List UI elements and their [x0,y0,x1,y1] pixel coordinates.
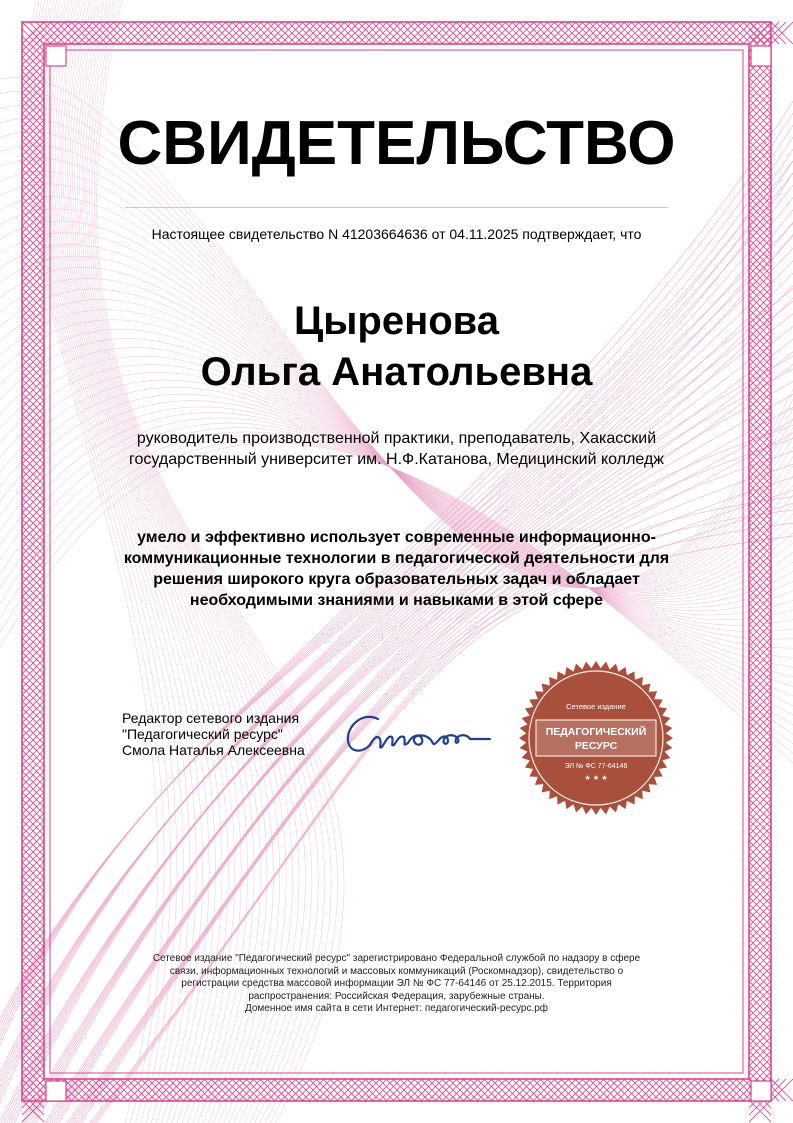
certificate-title: СВИДЕТЕЛЬСТВО [117,109,676,178]
seal-top-text: Сетевое издание [566,702,626,711]
publication-seal [518,660,674,816]
editor-signature [340,705,500,765]
editor-name: Смола Наталья Алексеевна [122,742,305,758]
recipient-surname: Цыренова [294,299,499,343]
registration-footer [120,953,673,1016]
footer-line: регистрации средства массовой информации ЭЛ № ФС 77-64146 от 25.12.2015. Территория [181,978,612,989]
recipient-name [0,296,793,398]
certificate-statement: умело и эффективно использует современные информационно-коммуникационные технологии в педагогической деятельности для решения широкого круга образовательных задач и обладает необходимыми знаниями и навыками в этой сфере [123,529,670,609]
recipient-given-names: Ольга Анатольевна [200,350,593,394]
seal-stars: ★ ★ ★ [584,774,608,782]
seal-title-line2: РЕСУРС [574,740,618,752]
footer-line: распространения: Российская Федерация, зарубежные страны. [248,990,545,1002]
footer-line: Сетевое издание "Педагогический ресурс" зарегистрировано Федеральной службой по надзору в сфере [152,953,641,964]
certificate-intro: Настоящее свидетельство N 41203664636 от 04.11.2025 подтверждает, что [151,226,642,242]
seal-title-line1: ПЕДАГОГИЧЕСКИЙ [545,726,647,738]
editor-publication: "Педагогический ресурс" [122,726,283,742]
footer-line: Доменное имя сайта в сети Интернет: педагогический-ресурс.рф [244,1003,549,1014]
footer-line: связи, информационных технологий и массовых коммуникаций (Роскомнадзор), свидетельство о [169,965,624,977]
editor-block [122,710,305,758]
recipient-position: руководитель производственной практики, преподаватель, Хакасский государственный университет им. Н.Ф.Катанова, Медицинский колледж [129,430,664,468]
editor-role: Редактор сетевого издания [122,710,300,726]
title-divider [125,207,668,208]
seal-registration: ЭЛ № ФС 77-64146 [564,763,628,770]
